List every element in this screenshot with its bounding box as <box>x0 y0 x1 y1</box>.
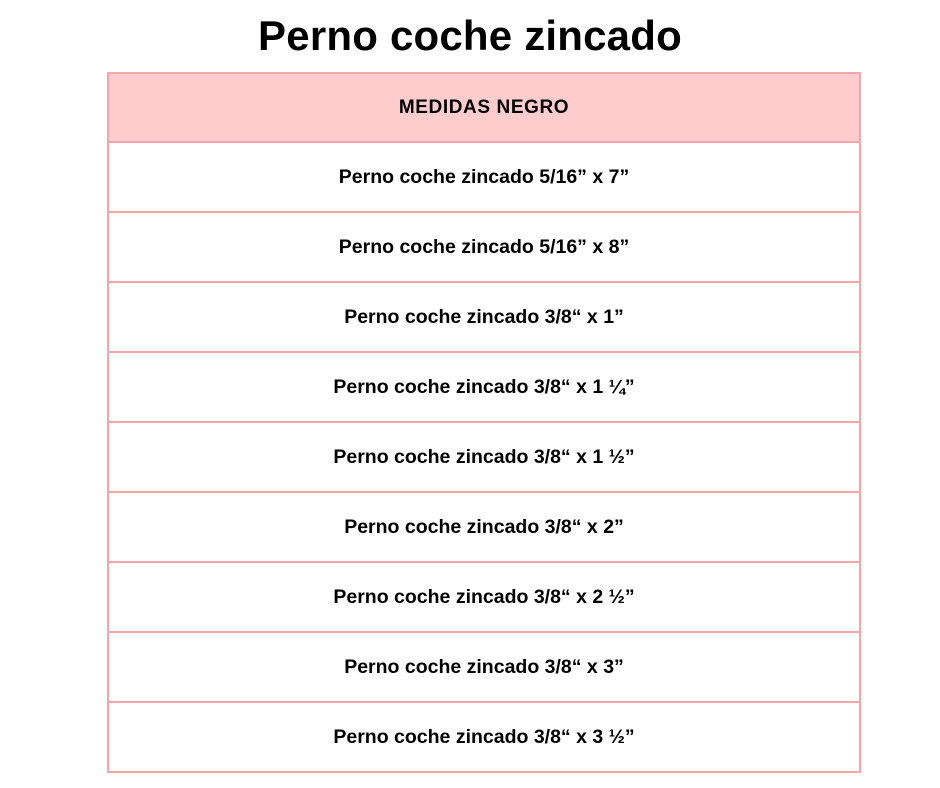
table-cell: Perno coche zincado 3/8“ x 1 ¼” <box>108 352 860 422</box>
table-row <box>108 282 860 352</box>
table-header-row <box>108 73 860 142</box>
table-cell: Perno coche zincado 5/16” x 8” <box>108 212 860 282</box>
table-row <box>108 352 860 422</box>
table-row <box>108 142 860 212</box>
table-row <box>108 632 860 702</box>
sizes-table <box>107 72 861 773</box>
table-row <box>108 212 860 282</box>
table-cell: Perno coche zincado 3/8“ x 1” <box>108 282 860 352</box>
table-cell: Perno coche zincado 3/8“ x 2” <box>108 492 860 562</box>
table-cell: Perno coche zincado 3/8“ x 3 ½” <box>108 702 860 772</box>
table-cell: Perno coche zincado 5/16” x 7” <box>108 142 860 212</box>
table-row <box>108 562 860 632</box>
table-cell: Perno coche zincado 3/8“ x 1 ½” <box>108 422 860 492</box>
table-header-cell: MEDIDAS NEGRO <box>108 73 860 142</box>
page-title: Perno coche zincado <box>258 12 682 59</box>
table-cell: Perno coche zincado 3/8“ x 3” <box>108 632 860 702</box>
table-row <box>108 702 860 772</box>
table-cell: Perno coche zincado 3/8“ x 2 ½” <box>108 562 860 632</box>
table-row <box>108 492 860 562</box>
table-row <box>108 422 860 492</box>
